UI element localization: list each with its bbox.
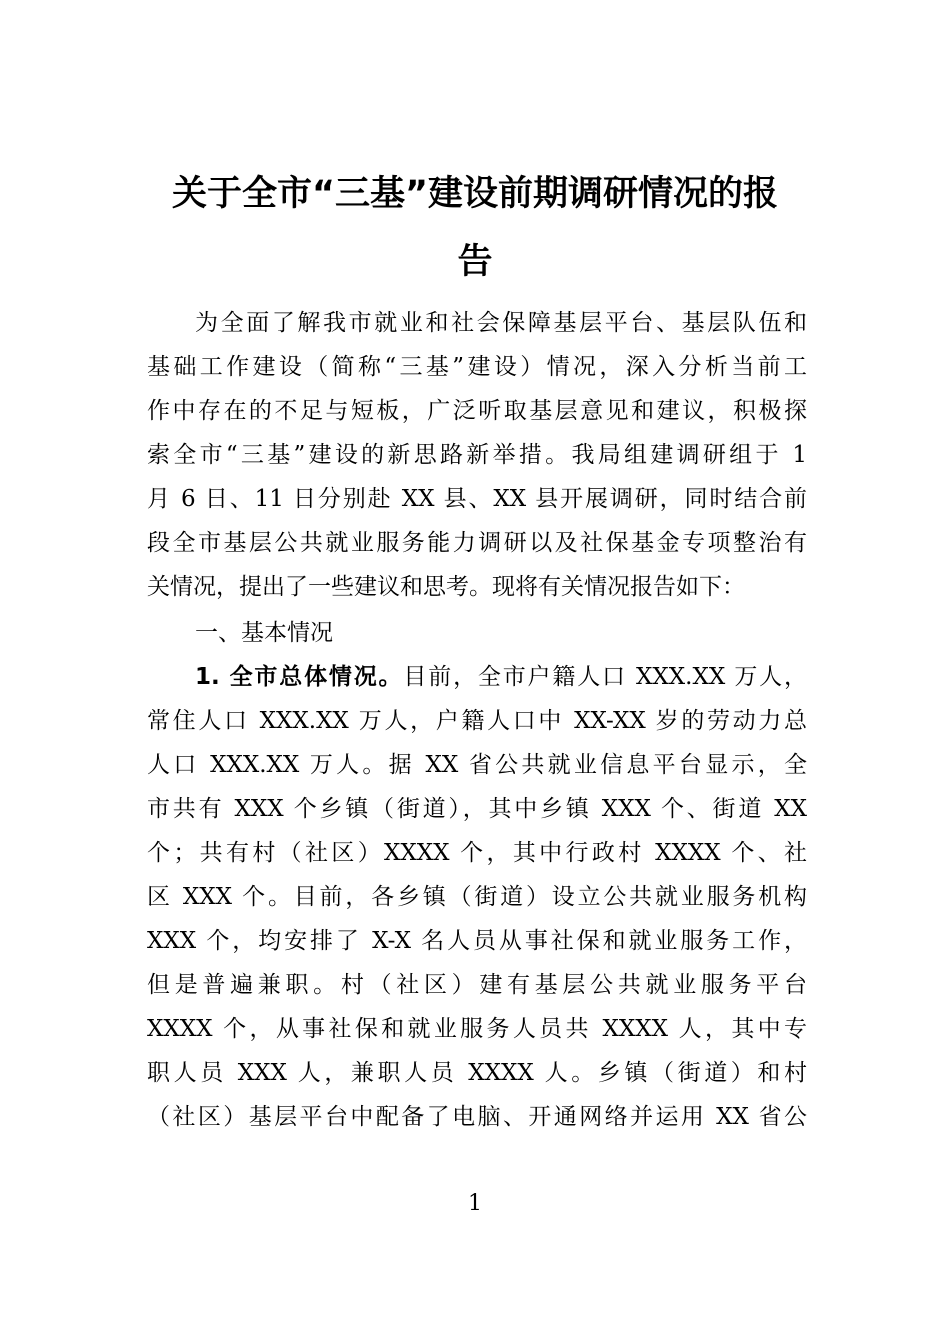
intro-line: 月 6 日、11 日分别赴 XX 县、XX 县开展调研，同时结合前 bbox=[147, 486, 807, 512]
section-text-line: 个；共有村（社区）XXXX 个，其中行政村 XXXX 个、社 bbox=[147, 840, 807, 866]
document-title-line-1: 关于全市“三基”建设前期调研情况的报 bbox=[171, 174, 778, 214]
page-number: 1 bbox=[468, 1191, 482, 1216]
section-text-line: XXXX 个，从事社保和就业服务人员共 XXXX 人，其中专 bbox=[147, 1016, 807, 1042]
intro-line: 为全面了解我市就业和社会保障基层平台、基层队伍和 bbox=[195, 310, 807, 336]
intro-line: 作中存在的不足与短板，广泛听取基层意见和建议，积极探 bbox=[147, 398, 807, 424]
section-text-line: 目前，全市户籍人口 XXX.XX 万人， bbox=[403, 664, 808, 690]
intro-line: 关情况，提出了一些建议和思考。现将有关情况报告如下： bbox=[147, 574, 745, 600]
section-text-line: 职人员 XXX 人，兼职人员 XXXX 人。乡镇（街道）和村 bbox=[147, 1060, 807, 1086]
intro-line: 索全市“三基”建设的新思路新举措。我局组建调研组于 1 bbox=[147, 442, 807, 468]
section-text-line: 区 XXX 个。目前，各乡镇（街道）设立公共就业服务机构 bbox=[147, 884, 807, 910]
subsection-heading: 1. 全市总体情况。 bbox=[195, 664, 404, 690]
section-text-line: 常住人口 XXX.XX 万人，户籍人口中 XX-XX 岁的劳动力总 bbox=[147, 708, 807, 734]
section-text-line: 市共有 XXX 个乡镇（街道），其中乡镇 XXX 个、街道 XX bbox=[147, 796, 807, 822]
section-heading: 一、基本情况 bbox=[195, 620, 333, 646]
intro-line: 段全市基层公共就业服务能力调研以及社保基金专项整治有 bbox=[147, 530, 807, 556]
document-title-line-2: 告 bbox=[457, 242, 493, 282]
section-text-line: 但是普遍兼职。村（社区）建有基层公共就业服务平台 bbox=[147, 972, 807, 998]
intro-line: 基础工作建设（简称“三基”建设）情况，深入分析当前工 bbox=[147, 354, 807, 380]
section-text-line: 人口 XXX.XX 万人。据 XX 省公共就业信息平台显示，全 bbox=[147, 752, 807, 778]
section-text-line: （社区）基层平台中配备了电脑、开通网络并运用 XX 省公 bbox=[147, 1104, 807, 1130]
section-first-line bbox=[195, 662, 807, 692]
section-text-line: XXX 个，均安排了 X-X 名人员从事社保和就业服务工作， bbox=[147, 928, 807, 954]
